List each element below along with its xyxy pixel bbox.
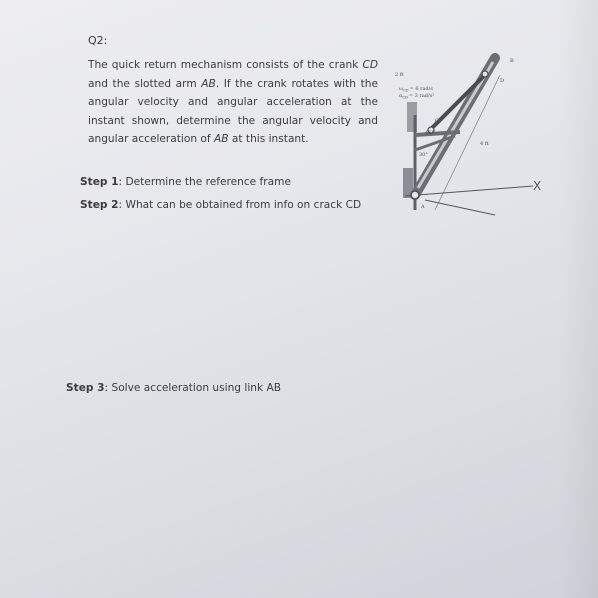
- handwritten-x-label: X: [533, 179, 542, 193]
- label-2ft: 2 ft: [395, 72, 404, 78]
- step-1: [80, 176, 291, 188]
- reference-line-y: [425, 200, 495, 215]
- label-omega-sub: CD: [403, 88, 409, 93]
- label-omega: [399, 86, 433, 93]
- problem-text-4: at this instant.: [228, 133, 309, 145]
- label-alpha: [399, 93, 434, 100]
- label-alpha-symbol: α: [399, 93, 403, 99]
- question-label: Q2:: [88, 34, 108, 47]
- step-2-label: Step 2: [80, 199, 119, 211]
- step-2: [80, 199, 361, 211]
- problem-text-3: . If the crank rotates with the angular velocity and angular acceleration at the instant shown, determine the angular velocity and angular acceleration of: [88, 77, 378, 145]
- label-b: B: [510, 58, 514, 64]
- label-point-c: C: [435, 118, 439, 124]
- step-3: [66, 382, 281, 394]
- problem-statement: [88, 56, 378, 149]
- problem-text-ab: AB: [201, 77, 216, 90]
- step-1-label: Step 1: [80, 176, 119, 188]
- label-alpha-sub: CD: [402, 95, 408, 100]
- step-2-text: : What can be obtained from info on crack CD: [118, 199, 362, 211]
- label-angle-45: 45°: [425, 130, 434, 136]
- label-angle-30: 30°: [419, 152, 428, 158]
- problem-text-ab-2: AB: [214, 133, 229, 145]
- problem-text-2: and the slotted arm: [88, 77, 202, 90]
- step-3-label: Step 3: [66, 382, 105, 394]
- label-point-a: A: [421, 204, 425, 210]
- mechanism-figure: [385, 40, 595, 240]
- label-alpha-val: = 3 rad/s²: [408, 93, 435, 99]
- pin-d: [482, 71, 488, 77]
- problem-text-1: The quick return mechanism consists of the crank: [88, 59, 363, 71]
- step-1-text: : Determine the reference frame: [118, 176, 291, 188]
- label-d: D: [500, 78, 505, 84]
- label-omega-symbol: ω: [399, 86, 404, 92]
- label-omega-val: = 6 rad/s: [409, 86, 433, 92]
- problem-text-cd: CD: [362, 59, 378, 71]
- step-3-text: : Solve acceleration using link AB: [104, 382, 281, 394]
- label-4ft: 4 ft: [480, 141, 489, 147]
- pin-a: [411, 191, 419, 199]
